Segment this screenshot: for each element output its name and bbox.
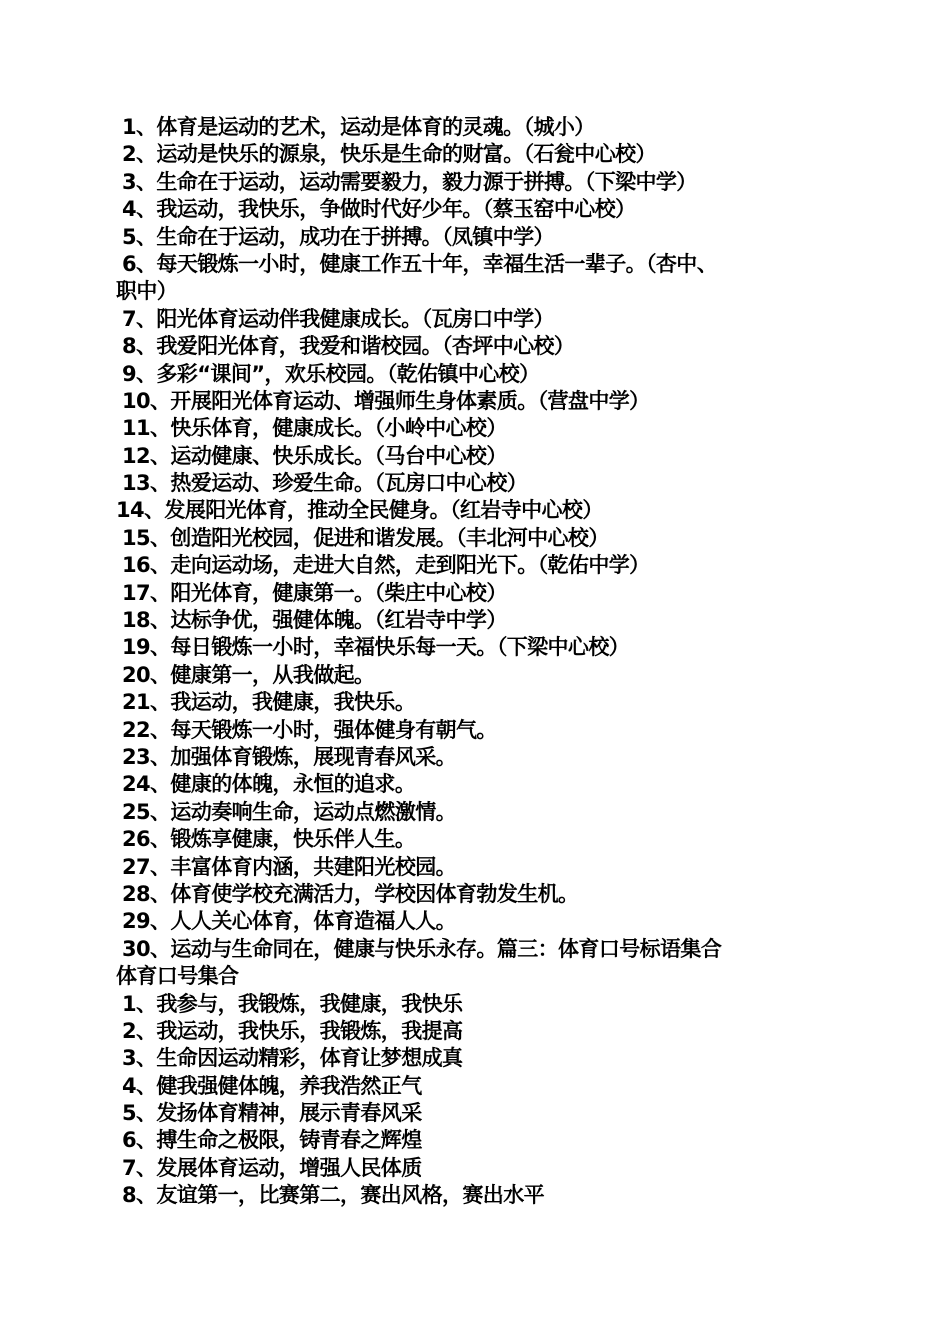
line-15: 15、创造阳光校园，促进和谐发展。（丰北河中心校） [122,525,609,550]
line-29: 29、人人关心体育，体育造福人人。 [122,909,457,934]
slogan-5: 5、发扬体育精神，展示青春风采 [122,1101,422,1126]
slogan-1: 1、我参与，我锻炼，我健康，我快乐 [122,991,463,1016]
line-26: 26、锻炼享健康，快乐伴人生。 [122,827,416,852]
line-3: 3、生命在于运动，运动需要毅力，毅力源于拼搏。（下梁中学） [122,169,697,194]
line-9: 9、多彩“课间”，欢乐校园。（乾佑镇中心校） [122,361,540,386]
line-6-continued: 职中） [116,279,178,304]
line-17: 17、阳光体育，健康第一。（柴庄中心校） [122,580,507,605]
line-16: 16、走向运动场，走进大自然，走到阳光下。（乾佑中学） [122,553,650,578]
line-5: 5、生命在于运动，成功在于拼搏。（凤镇中学） [122,224,554,249]
line-22: 22、每天锻炼一小时，强体健身有朝气。 [122,717,497,742]
line-10: 10、开展阳光体育运动、增强师生身体素质。（营盘中学） [122,388,650,413]
line-1: 1、体育是运动的艺术，运动是体育的灵魂。（城小） [122,115,595,139]
line-19: 19、每日锻炼一小时，幸福快乐每一天。（下梁中心校） [122,635,630,660]
line-14: 14、发展阳光体育，推动全民健身。（红岩寺中心校） [116,498,603,523]
slogan-8: 8、友谊第一，比赛第二，赛出风格，赛出水平 [122,1183,545,1208]
slogan-3: 3、生命因运动精彩，体育让梦想成真 [122,1046,463,1071]
slogan-7: 7、发展体育运动，增强人民体质 [122,1155,422,1180]
line-12: 12、运动健康、快乐成长。（马台中心校） [122,443,507,468]
line-2: 2、运动是快乐的源泉，快乐是生命的财富。（石瓮中心校） [122,142,656,167]
line-24: 24、健康的体魄，永恒的追求。 [122,772,416,797]
line-21: 21、我运动，我健康，我快乐。 [122,690,416,715]
line-18: 18、达标争优，强健体魄。（红岩寺中学） [122,608,507,633]
line-13: 13、热爱运动、珍爱生命。（瓦房口中心校） [122,471,528,496]
line-23: 23、加强体育锻炼，展现青春风采。 [122,744,457,769]
line-4: 4、我运动，我快乐，争做时代好少年。（蔡玉窑中心校） [122,197,636,222]
line-25: 25、运动奏响生命，运动点燃激情。 [122,799,457,824]
line-28: 28、体育使学校充满活力，学校因体育勃发生机。 [122,881,579,906]
slogan-6: 6、搏生命之极限，铸青春之辉煌 [122,1128,422,1153]
slogan-4: 4、健我强健体魄，养我浩然正气 [122,1073,422,1098]
slogan-2: 2、我运动，我快乐，我锻炼，我提高 [122,1018,463,1043]
section-heading: 体育口号集合 [116,964,239,989]
line-27: 27、丰富体育内涵，共建阳光校园。 [122,854,457,879]
line-11: 11、快乐体育，健康成长。（小岭中心校） [122,416,507,441]
line-8: 8、我爱阳光体育，我爱和谐校园。（杏坪中心校） [122,334,575,359]
line-20: 20、健康第一，从我做起。 [122,662,375,687]
slogan-list [116,114,832,1210]
line-7: 7、阳光体育运动伴我健康成长。（瓦房口中学） [122,306,554,331]
line-30: 30、运动与生命同在，健康与快乐永存。篇三：体育口号标语集合 [122,936,722,961]
line-6: 6、每天锻炼一小时，健康工作五十年，幸福生活一辈子。（杏中、 [122,251,718,276]
